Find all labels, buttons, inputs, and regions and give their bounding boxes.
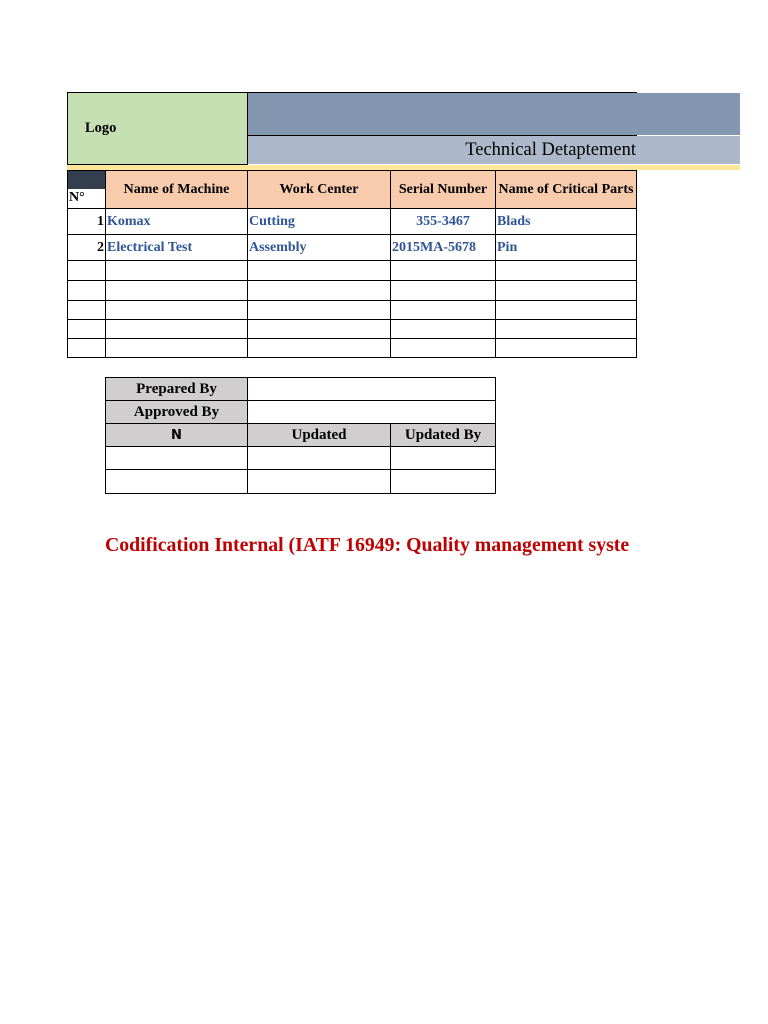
work-center-cell xyxy=(248,301,391,320)
column-header-name-of-machine: Name of Machine xyxy=(106,171,248,209)
machine-name-cell xyxy=(106,261,248,281)
revision-updated-by-cell xyxy=(391,470,496,494)
work-center-cell: Assembly xyxy=(248,235,391,261)
table-row xyxy=(68,281,637,301)
machine-name-cell xyxy=(106,320,248,339)
work-center-cell: Cutting xyxy=(248,209,391,235)
column-header-work-center: Work Center xyxy=(248,171,391,209)
approved-by-label: Approved By xyxy=(106,401,248,424)
work-center-cell xyxy=(248,320,391,339)
critical-parts-cell xyxy=(496,320,637,339)
machine-name-cell: Electrical Test xyxy=(106,235,248,261)
critical-parts-cell xyxy=(496,281,637,301)
table-row xyxy=(68,261,637,281)
critical-parts-cell xyxy=(496,261,637,281)
serial-number-cell xyxy=(391,339,496,358)
row-number-cell xyxy=(68,261,106,281)
machine-name-cell xyxy=(106,301,248,320)
row-number-cell xyxy=(68,281,106,301)
approval-table xyxy=(105,377,496,494)
approved-by-row xyxy=(106,401,496,424)
critical-parts-cell: Pin xyxy=(496,235,637,261)
codification-note: Codification Internal (IATF 16949: Quality management syste xyxy=(105,534,630,556)
critical-parts-cell: Blads xyxy=(496,209,637,235)
revision-number-cell xyxy=(106,447,248,470)
work-center-cell xyxy=(248,281,391,301)
revision-updated-by-cell xyxy=(391,447,496,470)
critical-parts-cell xyxy=(496,339,637,358)
revision-row xyxy=(106,447,496,470)
number-header-label: N° xyxy=(69,190,85,205)
table-row xyxy=(68,339,637,358)
revision-updated-cell xyxy=(248,447,391,470)
number-header-fill xyxy=(68,171,105,189)
machine-table xyxy=(67,170,637,358)
serial-number-cell: 2015MA-5678 xyxy=(391,235,496,261)
table-row xyxy=(68,301,637,320)
row-number-cell: 1 xyxy=(68,209,106,235)
revision-number-cell xyxy=(106,470,248,494)
table-row xyxy=(68,320,637,339)
critical-parts-cell xyxy=(496,301,637,320)
serial-number-cell xyxy=(391,261,496,281)
logo-cell xyxy=(67,92,248,165)
prepared-by-row xyxy=(106,378,496,401)
prepared-by-value xyxy=(248,378,496,401)
table-row xyxy=(68,235,637,261)
column-header-serial-number: Serial Number xyxy=(391,171,496,209)
machine-name-cell xyxy=(106,281,248,301)
serial-number-cell xyxy=(391,301,496,320)
revision-header-row xyxy=(106,424,496,447)
table-row xyxy=(68,209,637,235)
row-number-cell: 2 xyxy=(68,235,106,261)
work-center-cell xyxy=(248,339,391,358)
machine-name-cell xyxy=(106,339,248,358)
row-number-cell xyxy=(68,339,106,358)
row-number-cell xyxy=(68,320,106,339)
page-title: Technical Detaptement xyxy=(465,140,636,160)
number-header-wrap xyxy=(68,171,105,208)
revision-header-updated: Updated xyxy=(248,424,391,447)
serial-number-cell xyxy=(391,320,496,339)
column-header-critical-parts: Name of Critical Parts xyxy=(496,171,637,209)
machine-name-cell: Komax xyxy=(106,209,248,235)
revision-header-updated-by: Updated By xyxy=(391,424,496,447)
serial-number-cell: 355-3467 xyxy=(391,209,496,235)
serial-number-cell xyxy=(391,281,496,301)
work-center-cell xyxy=(248,261,391,281)
column-header-row xyxy=(68,171,637,209)
column-header-number xyxy=(68,171,106,209)
revision-row xyxy=(106,470,496,494)
revision-header-number: N xyxy=(106,424,248,447)
logo-label: Logo xyxy=(85,120,117,136)
approved-by-value xyxy=(248,401,496,424)
title-band-top xyxy=(248,93,740,135)
row-number-cell xyxy=(68,301,106,320)
revision-updated-cell xyxy=(248,470,391,494)
prepared-by-label: Prepared By xyxy=(106,378,248,401)
